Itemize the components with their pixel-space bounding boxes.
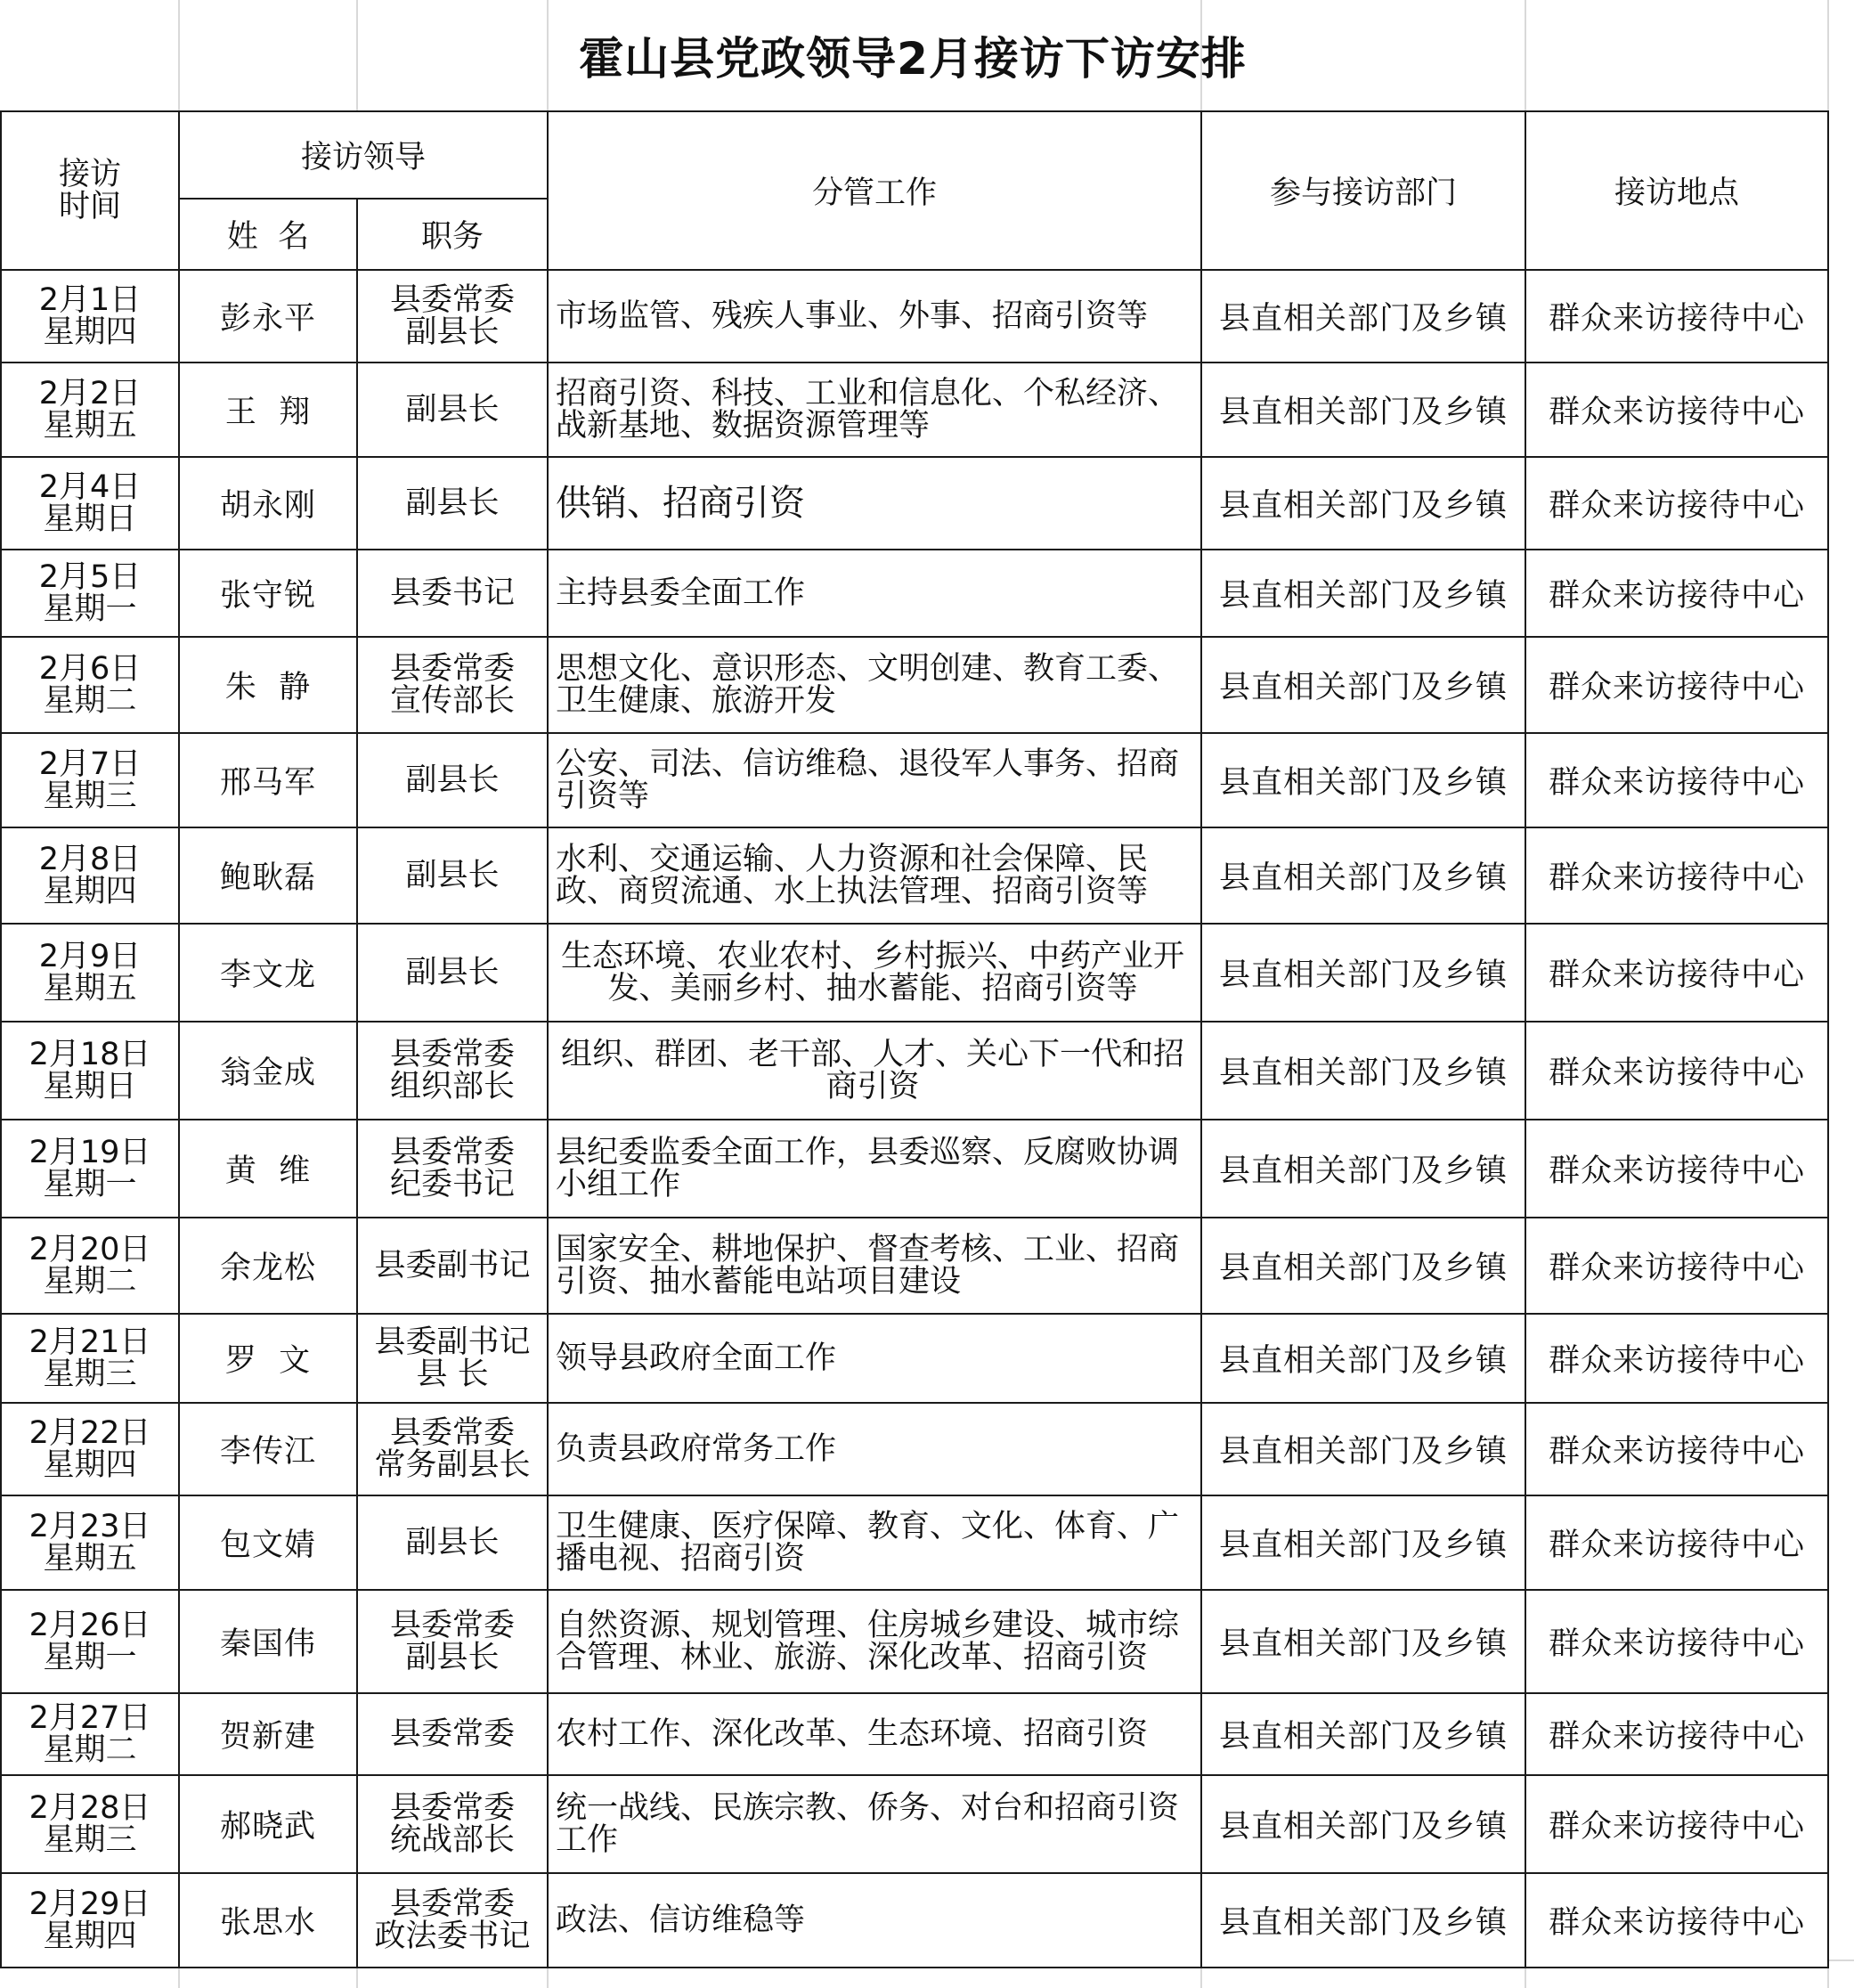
leader-position bbox=[357, 270, 548, 363]
position-text: 县委常委 副县长 bbox=[390, 282, 516, 350]
leader-position bbox=[357, 733, 548, 827]
date-cell bbox=[1, 363, 179, 457]
leader-position bbox=[357, 1403, 548, 1495]
table-row bbox=[1, 733, 1828, 827]
date-cell bbox=[1, 733, 179, 827]
table-row bbox=[1, 270, 1828, 363]
date-cell bbox=[1, 1120, 179, 1218]
table-row bbox=[1, 363, 1828, 457]
date-cell bbox=[1, 1314, 179, 1403]
position-text: 副县长 bbox=[405, 858, 500, 893]
weekday-text: 星期二 bbox=[43, 683, 137, 719]
leader-name: 朱 静 bbox=[179, 637, 357, 733]
position-text: 县委常委 纪委书记 bbox=[390, 1135, 516, 1202]
leader-name: 秦国伟 bbox=[179, 1590, 357, 1693]
header-leader: 接访领导 bbox=[179, 111, 548, 199]
date-text: 2月9日 bbox=[38, 939, 142, 974]
departments-cell: 县直相关部门及乡镇 bbox=[1201, 733, 1525, 827]
departments-cell: 县直相关部门及乡镇 bbox=[1201, 924, 1525, 1022]
departments-cell: 县直相关部门及乡镇 bbox=[1201, 1693, 1525, 1775]
table-row bbox=[1, 1495, 1828, 1590]
table-row bbox=[1, 1693, 1828, 1775]
weekday-text: 星期四 bbox=[43, 1919, 137, 1954]
weekday-text: 星期日 bbox=[43, 501, 137, 537]
position-text: 县委副书记 县 长 bbox=[374, 1324, 531, 1392]
table-row bbox=[1, 1775, 1828, 1873]
leader-name: 彭永平 bbox=[179, 270, 357, 363]
leader-name: 张守锐 bbox=[179, 550, 357, 637]
date-text: 2月2日 bbox=[38, 376, 142, 411]
location-cell: 群众来访接待中心 bbox=[1525, 1218, 1828, 1314]
position-text: 县委常委 政法委书记 bbox=[374, 1886, 531, 1954]
leader-name: 张思水 bbox=[179, 1873, 357, 1968]
position-text: 县委常委 组织部长 bbox=[390, 1037, 516, 1104]
position-text: 县委常委 宣传部长 bbox=[390, 651, 516, 719]
departments-cell: 县直相关部门及乡镇 bbox=[1201, 550, 1525, 637]
weekday-text: 星期五 bbox=[43, 1541, 137, 1577]
duties-cell: 水利、交通运输、人力资源和社会保障、民政、商贸流通、水上执法管理、招商引资等 bbox=[548, 827, 1201, 924]
leader-name: 李文龙 bbox=[179, 924, 357, 1022]
weekday-text: 星期三 bbox=[43, 1822, 137, 1858]
weekday-text: 星期四 bbox=[43, 314, 137, 350]
departments-cell: 县直相关部门及乡镇 bbox=[1201, 1022, 1525, 1120]
weekday-text: 星期四 bbox=[43, 1447, 137, 1483]
date-text: 2月23日 bbox=[28, 1509, 151, 1544]
duties-cell: 组织、群团、老干部、人才、关心下一代和招商引资 bbox=[548, 1022, 1201, 1120]
date-cell bbox=[1, 550, 179, 637]
date-text: 2月1日 bbox=[38, 282, 142, 318]
date-cell bbox=[1, 1022, 179, 1120]
position-text: 副县长 bbox=[405, 762, 500, 798]
leader-position bbox=[357, 457, 548, 550]
location-cell: 群众来访接待中心 bbox=[1525, 1775, 1828, 1873]
leader-position bbox=[357, 1314, 548, 1403]
location-cell: 群众来访接待中心 bbox=[1525, 637, 1828, 733]
leader-name: 邢马军 bbox=[179, 733, 357, 827]
date-text: 2月5日 bbox=[38, 559, 142, 595]
position-text: 县委副书记 bbox=[374, 1248, 531, 1283]
leader-name: 鲍耿磊 bbox=[179, 827, 357, 924]
position-text: 副县长 bbox=[405, 392, 500, 428]
date-text: 2月28日 bbox=[28, 1790, 151, 1826]
departments-cell: 县直相关部门及乡镇 bbox=[1201, 1120, 1525, 1218]
table-row bbox=[1, 827, 1828, 924]
date-cell bbox=[1, 1403, 179, 1495]
table-row bbox=[1, 1218, 1828, 1314]
weekday-text: 星期四 bbox=[43, 874, 137, 909]
date-text: 2月21日 bbox=[28, 1324, 151, 1360]
header-time: 接访 时间 bbox=[1, 111, 179, 270]
date-cell bbox=[1, 1495, 179, 1590]
table-row bbox=[1, 1873, 1828, 1968]
date-cell bbox=[1, 1775, 179, 1873]
date-text: 2月19日 bbox=[28, 1135, 151, 1170]
date-text: 2月22日 bbox=[28, 1415, 151, 1451]
leader-position bbox=[357, 550, 548, 637]
table-row bbox=[1, 457, 1828, 550]
leader-name: 黄 维 bbox=[179, 1120, 357, 1218]
location-cell: 群众来访接待中心 bbox=[1525, 733, 1828, 827]
date-cell bbox=[1, 1693, 179, 1775]
duties-cell: 公安、司法、信访维稳、退役军人事务、招商引资等 bbox=[548, 733, 1201, 827]
location-cell: 群众来访接待中心 bbox=[1525, 1495, 1828, 1590]
location-cell: 群众来访接待中心 bbox=[1525, 457, 1828, 550]
header-name: 姓 名 bbox=[179, 199, 357, 270]
leader-position bbox=[357, 827, 548, 924]
weekday-text: 星期五 bbox=[43, 971, 137, 1006]
duties-cell: 卫生健康、医疗保障、教育、文化、体育、广播电视、招商引资 bbox=[548, 1495, 1201, 1590]
location-cell: 群众来访接待中心 bbox=[1525, 827, 1828, 924]
date-text: 2月6日 bbox=[38, 651, 142, 687]
duties-cell: 主持县委全面工作 bbox=[548, 550, 1201, 637]
leader-position bbox=[357, 1590, 548, 1693]
location-cell: 群众来访接待中心 bbox=[1525, 1403, 1828, 1495]
weekday-text: 星期二 bbox=[43, 1732, 137, 1768]
position-text: 副县长 bbox=[405, 1525, 500, 1560]
location-cell: 群众来访接待中心 bbox=[1525, 1022, 1828, 1120]
weekday-text: 星期三 bbox=[43, 1357, 137, 1392]
date-cell bbox=[1, 1873, 179, 1968]
date-cell bbox=[1, 457, 179, 550]
leader-position bbox=[357, 1495, 548, 1590]
leader-name: 贺新建 bbox=[179, 1693, 357, 1775]
table-row bbox=[1, 924, 1828, 1022]
duties-cell: 市场监管、残疾人事业、外事、招商引资等 bbox=[548, 270, 1201, 363]
header-departments: 参与接访部门 bbox=[1201, 111, 1525, 270]
leader-position bbox=[357, 1120, 548, 1218]
weekday-text: 星期二 bbox=[43, 1264, 137, 1300]
header-location: 接访地点 bbox=[1525, 111, 1828, 270]
weekday-text: 星期一 bbox=[43, 591, 137, 627]
departments-cell: 县直相关部门及乡镇 bbox=[1201, 1403, 1525, 1495]
duties-cell: 生态环境、农业农村、乡村振兴、中药产业开发、美丽乡村、抽水蓄能、招商引资等 bbox=[548, 924, 1201, 1022]
leader-name: 王 翔 bbox=[179, 363, 357, 457]
departments-cell: 县直相关部门及乡镇 bbox=[1201, 270, 1525, 363]
departments-cell: 县直相关部门及乡镇 bbox=[1201, 637, 1525, 733]
date-cell bbox=[1, 270, 179, 363]
position-text: 县委常委 统战部长 bbox=[390, 1790, 516, 1858]
departments-cell: 县直相关部门及乡镇 bbox=[1201, 363, 1525, 457]
duties-cell: 思想文化、意识形态、文明创建、教育工委、卫生健康、旅游开发 bbox=[548, 637, 1201, 733]
weekday-text: 星期五 bbox=[43, 408, 137, 444]
leader-position bbox=[357, 1218, 548, 1314]
table-body bbox=[1, 270, 1828, 1968]
date-text: 2月27日 bbox=[28, 1700, 151, 1736]
header-duties: 分管工作 bbox=[548, 111, 1201, 270]
location-cell: 群众来访接待中心 bbox=[1525, 1120, 1828, 1218]
leader-name: 余龙松 bbox=[179, 1218, 357, 1314]
position-text: 县委书记 bbox=[390, 575, 516, 611]
duties-cell: 统一战线、民族宗教、侨务、对台和招商引资工作 bbox=[548, 1775, 1201, 1873]
header-position: 职务 bbox=[357, 199, 548, 270]
duties-cell: 政法、信访维稳等 bbox=[548, 1873, 1201, 1968]
duties-cell: 招商引资、科技、工业和信息化、个私经济、战新基地、数据资源管理等 bbox=[548, 363, 1201, 457]
date-text: 2月26日 bbox=[28, 1608, 151, 1643]
departments-cell: 县直相关部门及乡镇 bbox=[1201, 1218, 1525, 1314]
duties-cell: 自然资源、规划管理、住房城乡建设、城市综合管理、林业、旅游、深化改革、招商引资 bbox=[548, 1590, 1201, 1693]
date-cell bbox=[1, 1590, 179, 1693]
date-cell bbox=[1, 924, 179, 1022]
position-text: 县委常委 副县长 bbox=[390, 1608, 516, 1675]
date-text: 2月7日 bbox=[38, 746, 142, 782]
position-text: 县委常委 bbox=[390, 1716, 516, 1752]
weekday-text: 星期三 bbox=[43, 778, 137, 814]
position-text: 县委常委 常务副县长 bbox=[374, 1415, 531, 1483]
leader-position bbox=[357, 637, 548, 733]
location-cell: 群众来访接待中心 bbox=[1525, 1314, 1828, 1403]
duties-cell: 县纪委监委全面工作，县委巡察、反腐败协调小组工作 bbox=[548, 1120, 1201, 1218]
departments-cell: 县直相关部门及乡镇 bbox=[1201, 1314, 1525, 1403]
location-cell: 群众来访接待中心 bbox=[1525, 1590, 1828, 1693]
location-cell: 群众来访接待中心 bbox=[1525, 363, 1828, 457]
weekday-text: 星期日 bbox=[43, 1069, 137, 1104]
leader-name: 翁金成 bbox=[179, 1022, 357, 1120]
leader-name: 李传江 bbox=[179, 1403, 357, 1495]
table-row bbox=[1, 1403, 1828, 1495]
leader-position bbox=[357, 363, 548, 457]
duties-cell: 农村工作、深化改革、生态环境、招商引资 bbox=[548, 1693, 1201, 1775]
leader-name: 郝晓武 bbox=[179, 1775, 357, 1873]
departments-cell: 县直相关部门及乡镇 bbox=[1201, 827, 1525, 924]
leader-name: 胡永刚 bbox=[179, 457, 357, 550]
table-row bbox=[1, 637, 1828, 733]
date-text: 2月18日 bbox=[28, 1037, 151, 1072]
date-text: 2月4日 bbox=[38, 469, 142, 505]
date-text: 2月8日 bbox=[38, 842, 142, 877]
date-cell bbox=[1, 827, 179, 924]
departments-cell: 县直相关部门及乡镇 bbox=[1201, 1873, 1525, 1968]
departments-cell: 县直相关部门及乡镇 bbox=[1201, 1495, 1525, 1590]
leader-name: 包文婧 bbox=[179, 1495, 357, 1590]
duties-cell: 负责县政府常务工作 bbox=[548, 1403, 1201, 1495]
leader-position bbox=[357, 1775, 548, 1873]
departments-cell: 县直相关部门及乡镇 bbox=[1201, 457, 1525, 550]
table-row bbox=[1, 550, 1828, 637]
leader-name: 罗 文 bbox=[179, 1314, 357, 1403]
leader-position bbox=[357, 924, 548, 1022]
table-row bbox=[1, 1314, 1828, 1403]
location-cell: 群众来访接待中心 bbox=[1525, 550, 1828, 637]
weekday-text: 星期一 bbox=[43, 1640, 137, 1675]
duties-cell: 国家安全、耕地保护、督查考核、工业、招商引资、抽水蓄能电站项目建设 bbox=[548, 1218, 1201, 1314]
leader-position bbox=[357, 1022, 548, 1120]
table-row bbox=[1, 1590, 1828, 1693]
departments-cell: 县直相关部门及乡镇 bbox=[1201, 1590, 1525, 1693]
location-cell: 群众来访接待中心 bbox=[1525, 1693, 1828, 1775]
location-cell: 群众来访接待中心 bbox=[1525, 270, 1828, 363]
leader-position bbox=[357, 1873, 548, 1968]
weekday-text: 星期一 bbox=[43, 1167, 137, 1202]
schedule-table bbox=[0, 110, 1829, 1968]
date-cell bbox=[1, 637, 179, 733]
duties-cell: 供销、招商引资 bbox=[548, 457, 1201, 550]
table-row bbox=[1, 1120, 1828, 1218]
leader-position bbox=[357, 1693, 548, 1775]
table-header bbox=[1, 111, 1828, 270]
table-row bbox=[1, 1022, 1828, 1120]
departments-cell: 县直相关部门及乡镇 bbox=[1201, 1775, 1525, 1873]
date-text: 2月20日 bbox=[28, 1232, 151, 1267]
date-text: 2月29日 bbox=[28, 1886, 151, 1922]
position-text: 副县长 bbox=[405, 955, 500, 990]
document-title: 霍山县党政领导2月接访下访安排 bbox=[579, 33, 1247, 85]
location-cell: 群众来访接待中心 bbox=[1525, 1873, 1828, 1968]
location-cell: 群众来访接待中心 bbox=[1525, 924, 1828, 1022]
position-text: 副县长 bbox=[405, 485, 500, 521]
date-cell bbox=[1, 1218, 179, 1314]
duties-cell: 领导县政府全面工作 bbox=[548, 1314, 1201, 1403]
